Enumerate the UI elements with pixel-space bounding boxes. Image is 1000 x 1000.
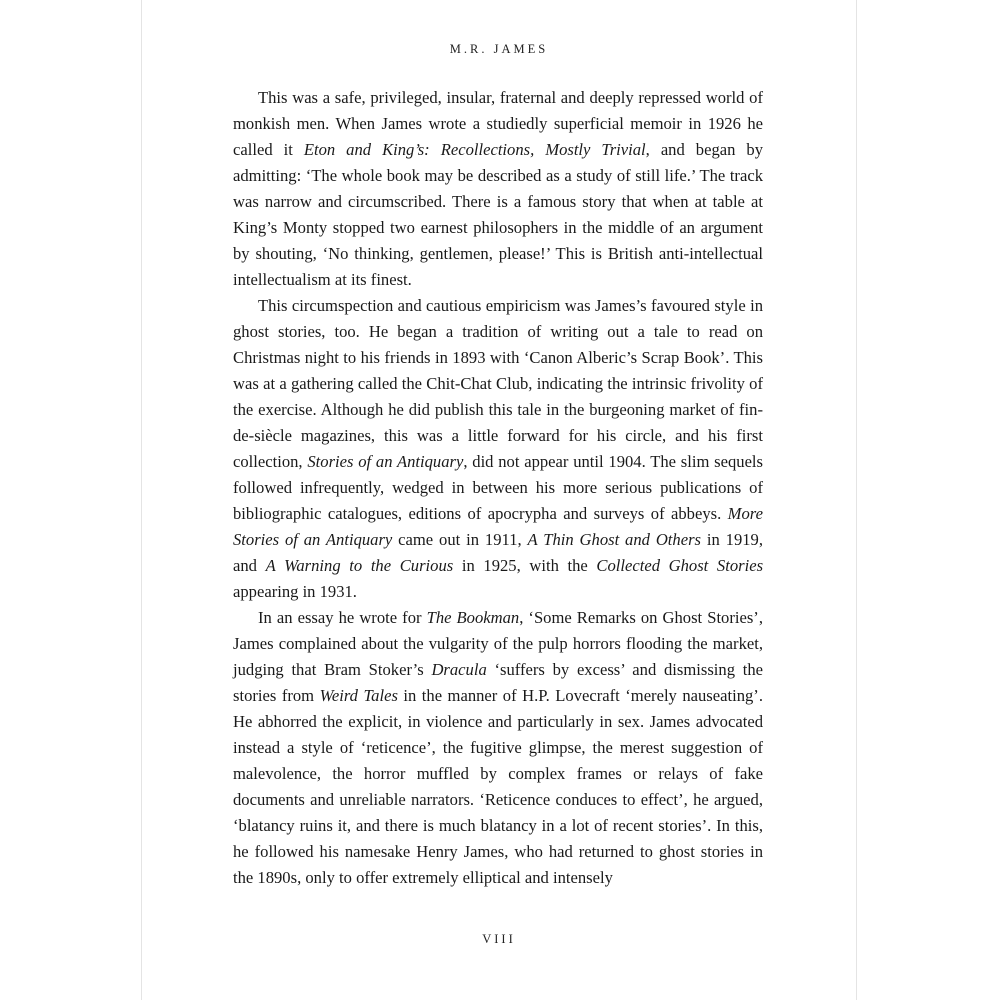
- paragraph: [233, 293, 763, 605]
- text-run: In an essay he wrote for: [258, 608, 427, 627]
- text-run: , and began by admitting: ‘The whole book may be described as a study of still life.’ The track was narrow and circumscribed. There is a famous story that when at table at King’s Monty stopped two earnest philosophers in the middle of an argument by shouting, ‘No thinking, gentlemen, please!’ This is British anti-intellectual intellectualism at its finest.: [233, 140, 763, 289]
- text-run: appearing in 1931.: [233, 582, 357, 601]
- text-run: This was a safe, privileged, insular, fraternal and deeply repressed world of monkish men. When James wrote a studiedly superficial memoir in 1926 he called it: [233, 88, 763, 159]
- text-run: This circumspection and cautious empiricism was James’s favoured style in ghost stories, too. He began a tradition of writing out a tale to read on Christmas night to his friends in 1893 with ‘Canon Alberic’s Scrap Book’. This was at a gathering called the Chit-Chat Club, indicating the intrinsic frivolity of the exercise. Although he did publish this tale in the burgeoning market of fin-de-siècle magazines, this was a little forward for his circle, and his first collection,: [233, 296, 763, 471]
- italic-title: More Stories of an Antiquary: [233, 504, 763, 549]
- page-number: VIII: [482, 932, 516, 946]
- text-run: in 1925, with the: [453, 556, 597, 575]
- text-run: , ‘Some Remarks on Ghost Stories’, James complained about the vulgarity of the pulp horrors flooding the market, judging that Bram Stoker’s: [233, 608, 763, 679]
- paragraph: [233, 605, 763, 891]
- italic-title: Dracula: [431, 660, 487, 679]
- running-head: M.R. JAMES: [449, 42, 549, 56]
- text-run: in 1919, and: [233, 530, 763, 575]
- text-run: , did not appear until 1904. The slim sequels followed infrequently, wedged in between his more serious publications of bibliographic catalogues, editions of apocrypha and surveys of abbeys.: [233, 452, 763, 523]
- italic-title: A Thin Ghost and Others: [527, 530, 701, 549]
- italic-title: Weird Tales: [319, 686, 398, 705]
- italic-title: Eton and King’s: Recollections, Mostly Trivial: [303, 140, 646, 159]
- italic-title: Collected Ghost Stories: [596, 556, 764, 575]
- italic-title: A Warning to the Curious: [265, 556, 454, 575]
- text-run: came out in 1911,: [392, 530, 528, 549]
- paragraph: [233, 85, 763, 293]
- italic-title: The Bookman: [426, 608, 520, 627]
- text-run: in the manner of H.P. Lovecraft ‘merely nauseating’. He abhorred the explicit, in violence and particularly in sex. James advocated instead a style of ‘reticence’, the fugitive glimpse, the merest suggestion of malevolence, the horror muffled by complex frames or relays of fake documents and unreliable narrators. ‘Reticence conduces to effect’, he argued, ‘blatancy ruins it, and there is much blatancy in a lot of recent stories’. In this, he followed his namesake Henry James, who had returned to ghost stories in the 1890s, only to offer extremely elliptical and intensely: [233, 686, 763, 887]
- text-run: ‘suffers by excess’ and dismissing the stories from: [233, 660, 764, 705]
- body-text: [233, 85, 763, 891]
- italic-title: Stories of an Antiquary: [307, 452, 464, 471]
- book-page: [141, 0, 857, 1000]
